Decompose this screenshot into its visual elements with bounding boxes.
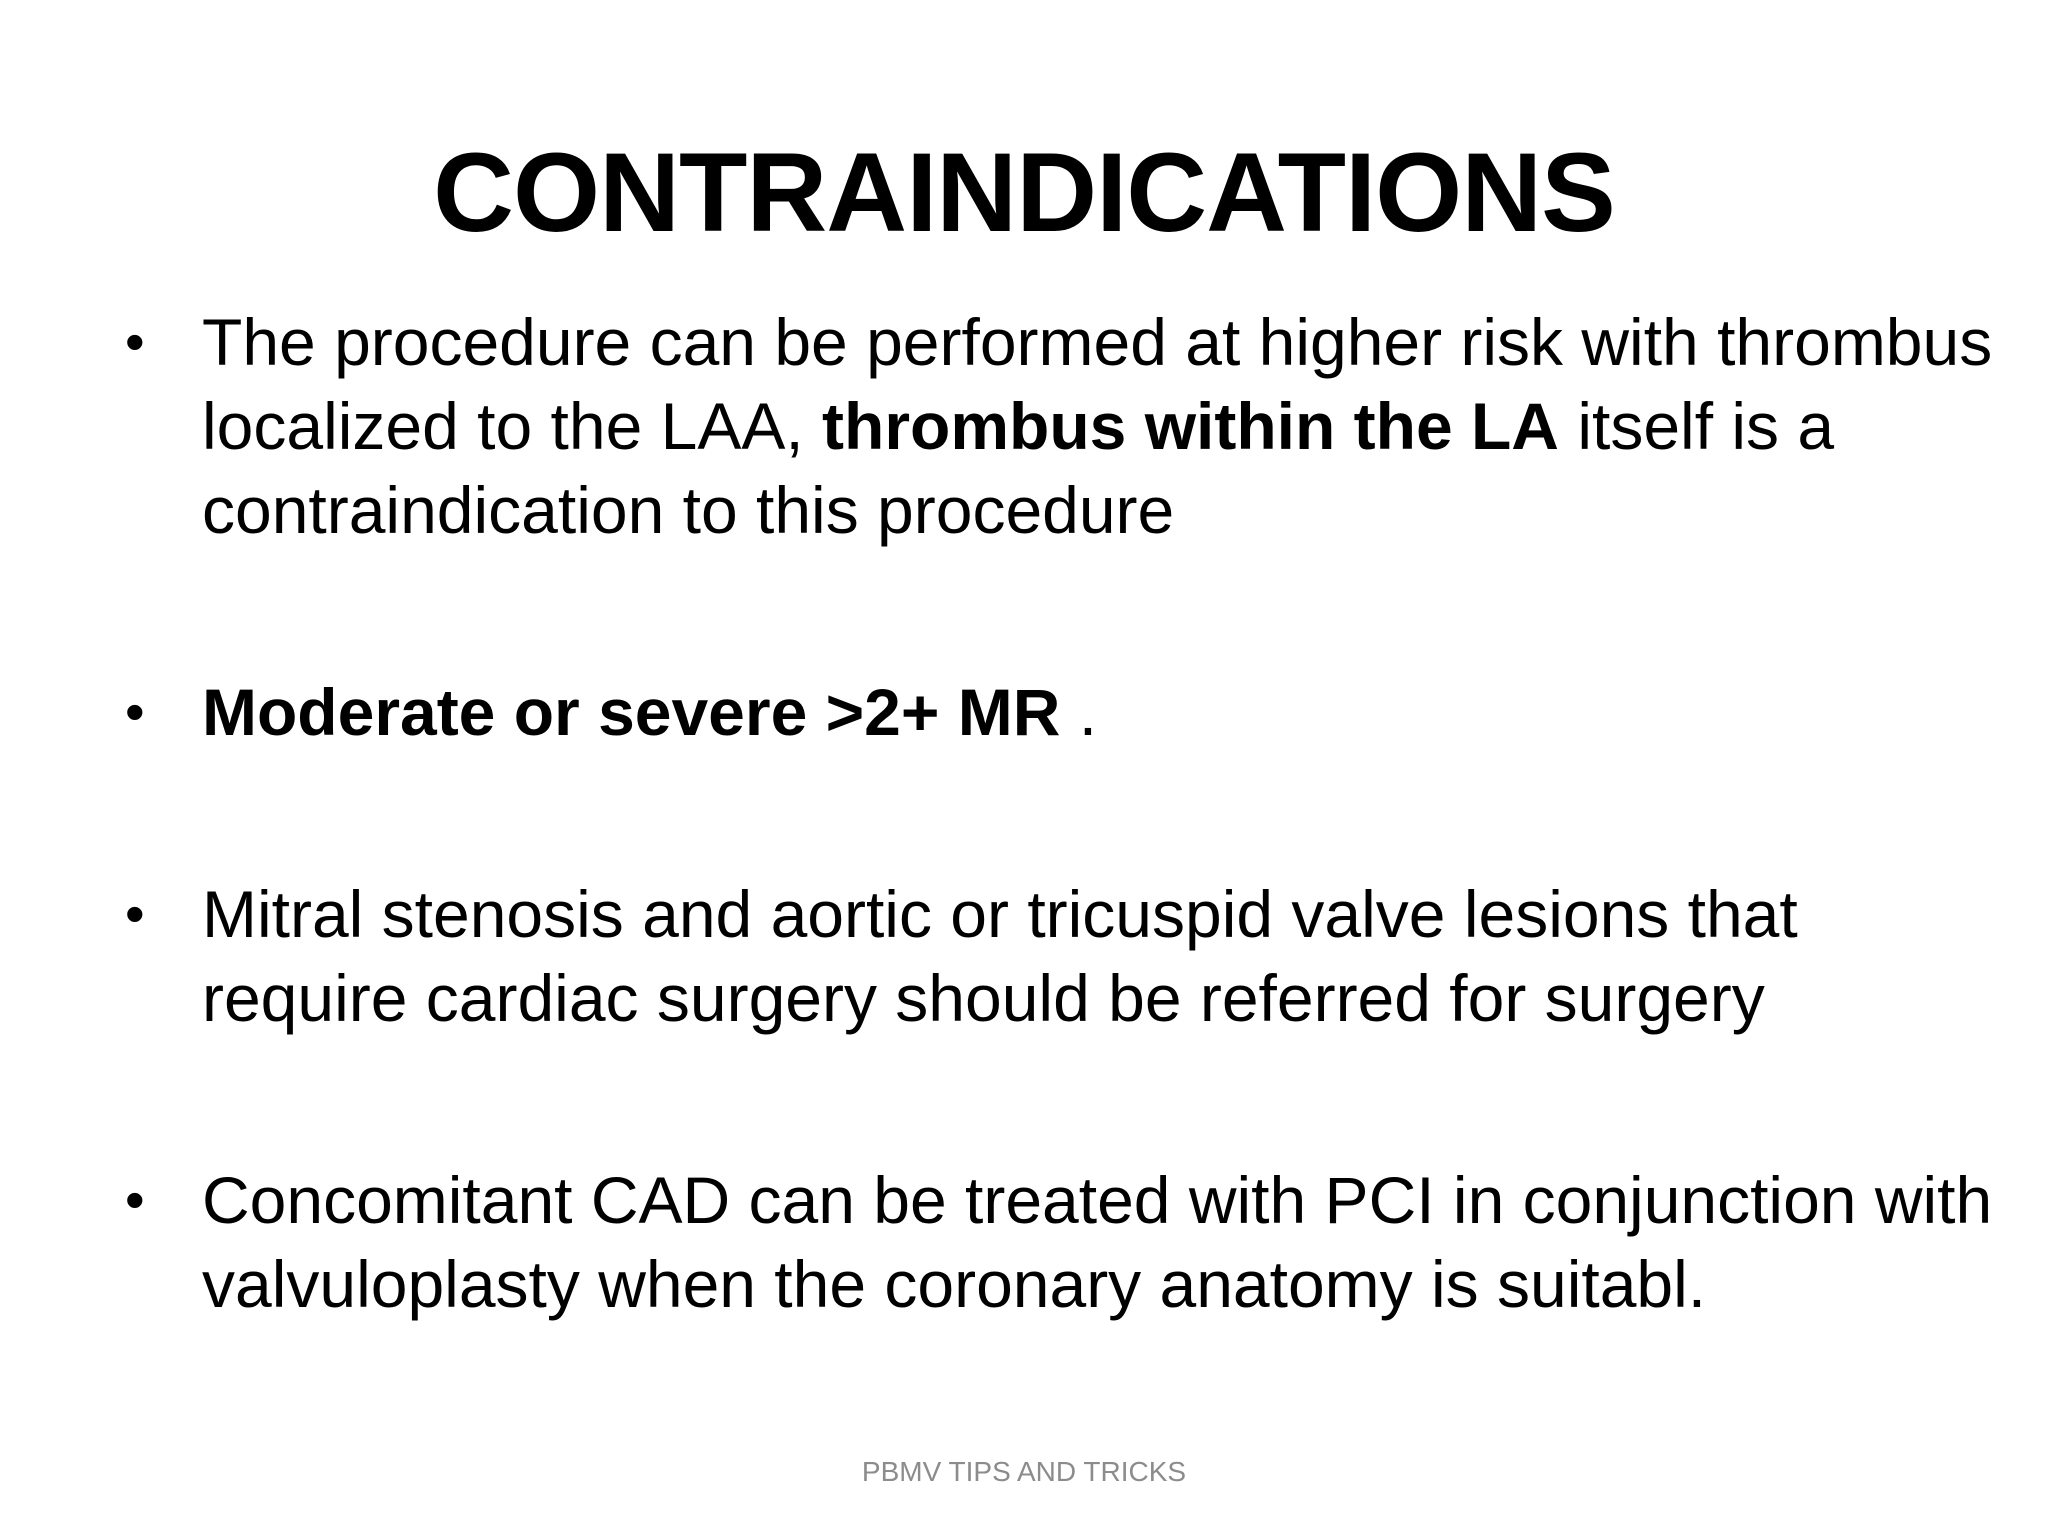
bullet-icon: •	[125, 1168, 145, 1231]
bullet-list	[120, 300, 2000, 1326]
bullet-text: Concomitant CAD can be treated with PCI in conjunction with valvuloplasty when the coronary anatomy is suitabl.	[202, 1163, 1993, 1321]
bullet-text: itself is a contraindication to this procedure	[202, 389, 1835, 547]
slide-footer: PBMV TIPS AND TRICKS	[861, 1456, 1187, 1487]
bullet-item-1	[120, 300, 2000, 552]
slide-title: CONTRAINDICATIONS	[433, 130, 1615, 255]
bullet-item-4	[120, 1158, 2000, 1326]
bullet-icon: •	[125, 310, 145, 373]
bullet-text: The procedure can be performed at higher risk with thrombus localized to the LAA,	[202, 305, 1993, 463]
bullet-icon: •	[125, 680, 145, 743]
bullet-text-emphasis: Moderate or severe >2+ MR	[202, 675, 1061, 749]
bullet-text-emphasis: thrombus within the LA	[822, 389, 1559, 463]
bullet-text: Mitral stenosis and aortic or tricuspid valve lesions that require cardiac surgery should be referred for surgery	[202, 877, 1798, 1035]
bullet-icon: •	[125, 882, 145, 945]
bullet-text: .	[1060, 675, 1098, 749]
bullet-item-2	[120, 670, 2000, 754]
bullet-item-3	[120, 872, 2000, 1040]
